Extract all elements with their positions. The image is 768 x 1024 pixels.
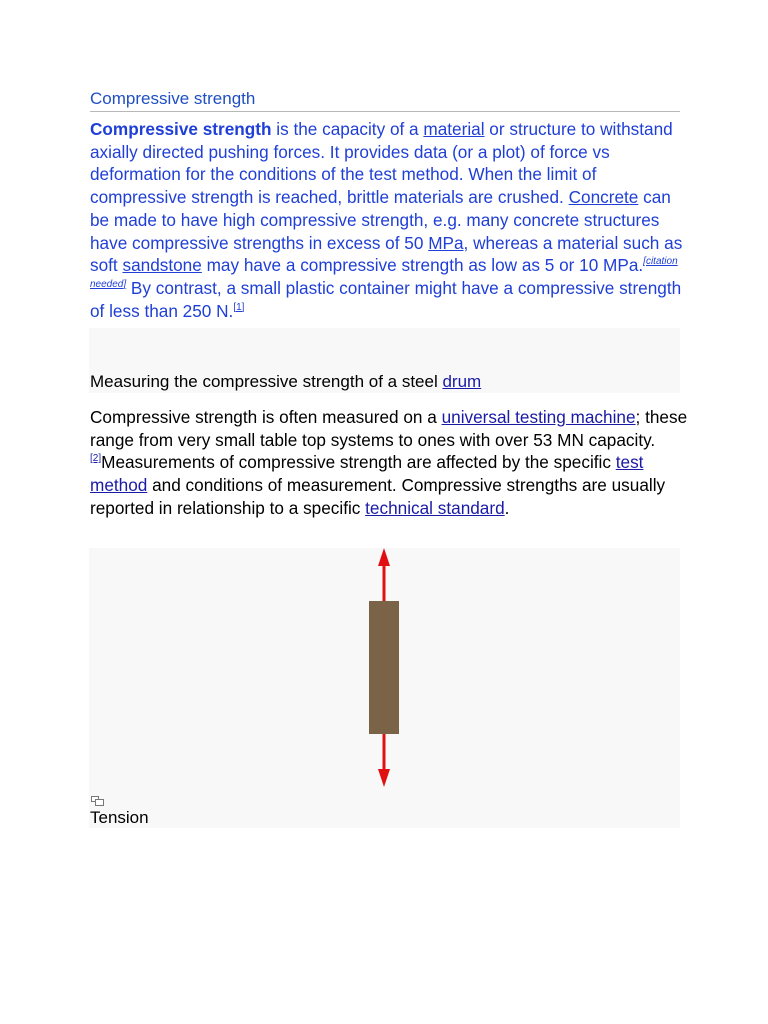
intro-text-1: is the capacity of a (271, 119, 424, 139)
specimen-bar (369, 601, 399, 734)
link-universal-testing-machine[interactable]: universal testing machine (441, 407, 636, 427)
link-technical-standard[interactable]: technical standard (365, 497, 505, 518)
link-concrete[interactable]: Concrete (568, 187, 639, 208)
upper-arrowhead (378, 548, 390, 566)
steel-drum-caption (90, 371, 481, 393)
link-material[interactable]: material (423, 119, 485, 139)
section-heading: Compressive strength (90, 89, 680, 112)
para2-text-4: and conditions of measurement. Compressive strengths are usually reported in relationship to a specific (90, 475, 666, 518)
para2-text-5: . (504, 497, 510, 518)
link-sandstone[interactable]: sandstone (122, 255, 202, 276)
lower-arrowhead (378, 769, 390, 787)
intro-text-5: may have a compressive strength as low as 5 or 10 MPa. (201, 255, 644, 276)
tension-caption: Tension (90, 808, 149, 827)
link-mpa[interactable]: MPa (428, 232, 464, 253)
enlarge-icon[interactable] (91, 796, 104, 806)
citation-needed-link[interactable]: [citation needed] (90, 256, 678, 290)
measurement-paragraph (90, 406, 690, 520)
intro-text-4: , whereas a material such as soft (90, 232, 683, 276)
link-test-method[interactable]: test method (90, 452, 644, 496)
intro-text-2: or structure to withstand axially directed pushing forces. It provides data (or a plot) of force vs deformation for the conditions of the test method. When the limit of compressive strength is reached, brittle materials are crushed. (90, 119, 673, 208)
link-drum[interactable]: drum (442, 372, 482, 391)
para2-text-3: Measurements of compressive strength are affected by the specific (101, 452, 616, 473)
intro-text-6: By contrast, a small plastic container might have a compressive strength of less than 250 N. (90, 277, 682, 321)
caption-text: Measuring the compressive strength of a steel (90, 372, 443, 391)
tension-diagram (360, 546, 410, 790)
para2-text-1: Compressive strength is often measured on a (90, 407, 442, 427)
reference-2-link[interactable]: [2] (90, 453, 102, 465)
para2-text-2: ; these range from very small table top systems to ones with over 53 MN capacity. (90, 407, 688, 450)
term-bold: Compressive strength (90, 119, 272, 139)
intro-paragraph (90, 118, 690, 322)
reference-1-link[interactable]: [1] (233, 301, 245, 313)
intro-text-3: can be made to have high compressive strength, e.g. many concrete structures have compressive strengths in excess of 50 (90, 187, 671, 253)
